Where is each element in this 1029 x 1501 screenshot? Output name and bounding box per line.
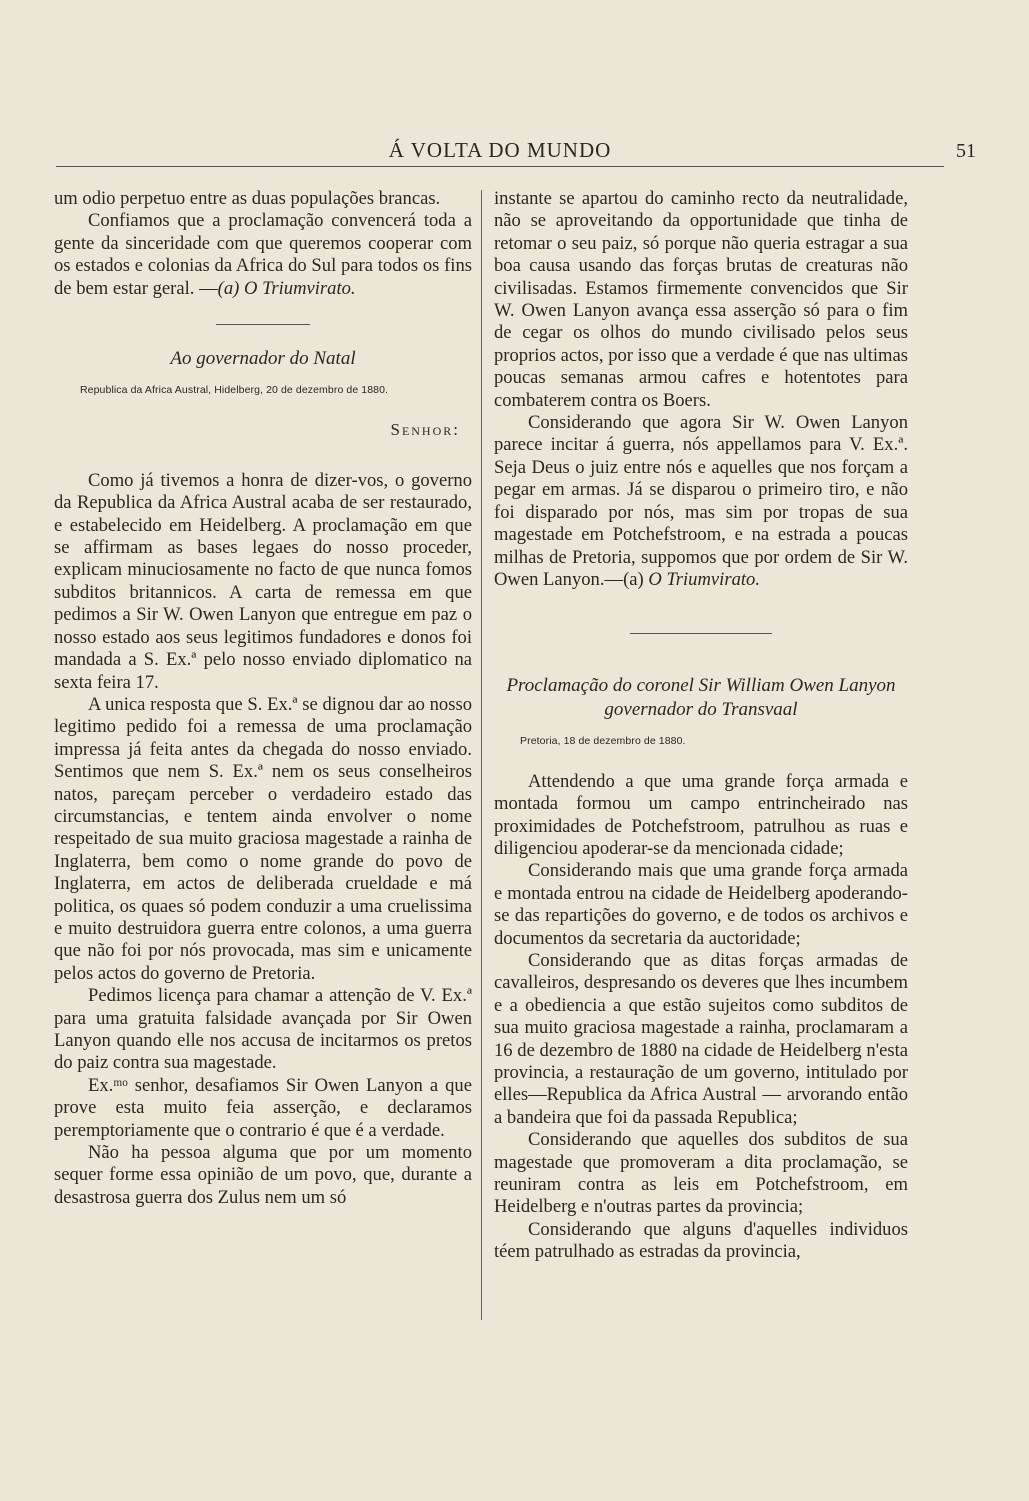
- paragraph: Attendendo a que uma grande força armada e montada formou um campo entrincheirado nas proximidades de Potchefstroom, patrulhou as ruas e diligenciou apoderar-se da mencionada cidade;: [494, 770, 908, 859]
- section-title-line: governador do Transvaal: [604, 699, 798, 721]
- signature: (a) O Triumvirato.: [217, 277, 356, 299]
- section-title: [494, 674, 908, 722]
- dateline: Pretoria, 18 de dezembro de 1880.: [520, 735, 686, 748]
- paragraph: A unica resposta que S. Ex.ª se dignou dar ao nosso legitimo pedido foi a remessa de uma proclamação impressa já feita antes da chegada do nosso enviado. Sentimos que nem S. Ex.ª nem os seus conselheiros natos, pareçam perceber o verdadeiro estado das circumstancias, e tentem ainda envolver o nome respeitado de sua muito graciosa magestade a rainha de Inglaterra, bem como o nome grande do povo de Inglaterra, em actos de deliberada crueldade e má politica, os quaes só podem conduzir a uma cruelissima e muito destruidora guerra entre colonos, a uma guerra que não foi por nós provocada, mas sim e unicamente pelos actos do governo de Pretoria.: [54, 693, 472, 984]
- paragraph: Considerando que aquelles dos subditos de sua magestade que promoveram a dita proclamação, se reuniram contra as leis em Potchefstroom, em Heidelberg e n'outras partes da provincia;: [494, 1129, 908, 1218]
- paragraph: [494, 412, 908, 591]
- paragraph: Considerando mais que uma grande força armada e montada entrou na cidade de Heidelberg apoderando-se das repartições do governo, e de todos os archivos e documentos da secretaria da auctoridade;: [494, 860, 908, 949]
- paragraph: Considerando que alguns d'aquelles individuos téem patrulhado as estradas da provincia,: [494, 1218, 908, 1263]
- paragraph: [54, 210, 472, 300]
- right-column: [494, 188, 908, 1264]
- section-title: Ao governador do Natal: [170, 348, 356, 370]
- paragraph: Não ha pessoa alguma que por um momento sequer forme essa opinião de um povo, que, durante a desastrosa guerra dos Zulus nem um só: [54, 1142, 472, 1208]
- paragraph: Pedimos licença para chamar a attenção de V. Ex.ª para uma gratuita falsidade avançada por Sir Owen Lanyon quando elle nos accusa de incitarmos os pretos do paiz contra sua magestade.: [54, 985, 472, 1074]
- section-rule: [216, 324, 310, 325]
- running-header: [56, 138, 976, 167]
- journal-title: Á VOLTA DO MUNDO: [388, 138, 612, 162]
- left-column: [54, 188, 472, 1209]
- paragraph: instante se apartou do caminho recto da neutralidade, não se aproveitando da opportunidade que tinha de retomar o seu paiz, só porque não queria estragar a sua boa causa usando das forças brutas de creaturas não civilisadas. Estamos firmemente convencidos que Sir W. Owen Lanyon avança essa asserção só para o fim de cegar os olhos do mundo civilisado pelos seus proprios actos, por isso que a verdade é que nas ultimas poucas semanas armou cafres e hotentotes para combaterem contra os Boers.: [494, 188, 908, 411]
- salutation: Senhor:: [390, 420, 460, 440]
- paragraph: Como já tivemos a honra de dizer-vos, o governo da Republica da Africa Austral acaba de ser restaurado, e estabelecido em Heidelberg. A proclamação em que se affirmam as bases legaes do nosso proceder, explicam minuciosamente no facto de que nunca fomos subditos britannicos. A carta de remessa em que pedimos a Sir W. Owen Lanyon que entregue em paz o nosso estado aos seus legitimos fundadores e donos foi mandada a S. Ex.ª pelo nosso enviado diplomatico na sexta feira 17.: [54, 469, 472, 693]
- paragraph: um odio perpetuo entre as duas populações brancas.: [54, 188, 441, 209]
- paragraph: Ex.ᵐᵒ senhor, desafiamos Sir Owen Lanyon a que prove esta muito feia asserção, e declaramos peremptoriamente que o contrario é que é a verdade.: [54, 1074, 472, 1141]
- page-number: 51: [956, 140, 976, 162]
- dateline: Republica da Africa Austral, Hidelberg, 20 de dezembro de 1880.: [80, 384, 389, 397]
- column-divider: [481, 190, 482, 1320]
- section-title-line: Proclamação do coronel Sir William Owen Lanyon: [506, 675, 896, 697]
- paragraph-text: Confiamos que a proclamação convencerá toda a gente da sinceridade com que queremos cooperar com os estados e colonias da Africa do Sul para todos os fins de bem estar geral. —: [54, 210, 472, 299]
- paragraph: Considerando que as ditas forças armadas de cavalleiros, despresando os deveres que lhes incumbem e a obediencia a que estão sujeitos como subditos de sua muito graciosa magestade a rainha, proclamaram a 16 de dezembro de 1880 na cidade de Heidelberg n'esta provincia, a restauração de um governo, intitulado por elles—Republica da Africa Austral — arvorando então a bandeira que foi da passada Republica;: [494, 949, 908, 1128]
- signature: O Triumvirato.: [648, 568, 760, 590]
- paragraph-text: Considerando que agora Sir W. Owen Lanyon parece incitar á guerra, nós appellamos para V. Ex.ª. Seja Deus o juiz entre nós e aquelles que nos forçam a pegar em armas. Já se disparou o primeiro tiro, e não foi disparado por nós, mas sim por tropas de sua magestade em Potchefstroom, e na estrada a poucas milhas de Pretoria, suppomos que por ordem de Sir W. Owen Lanyon.—(a): [494, 412, 908, 590]
- section-rule: [630, 633, 772, 634]
